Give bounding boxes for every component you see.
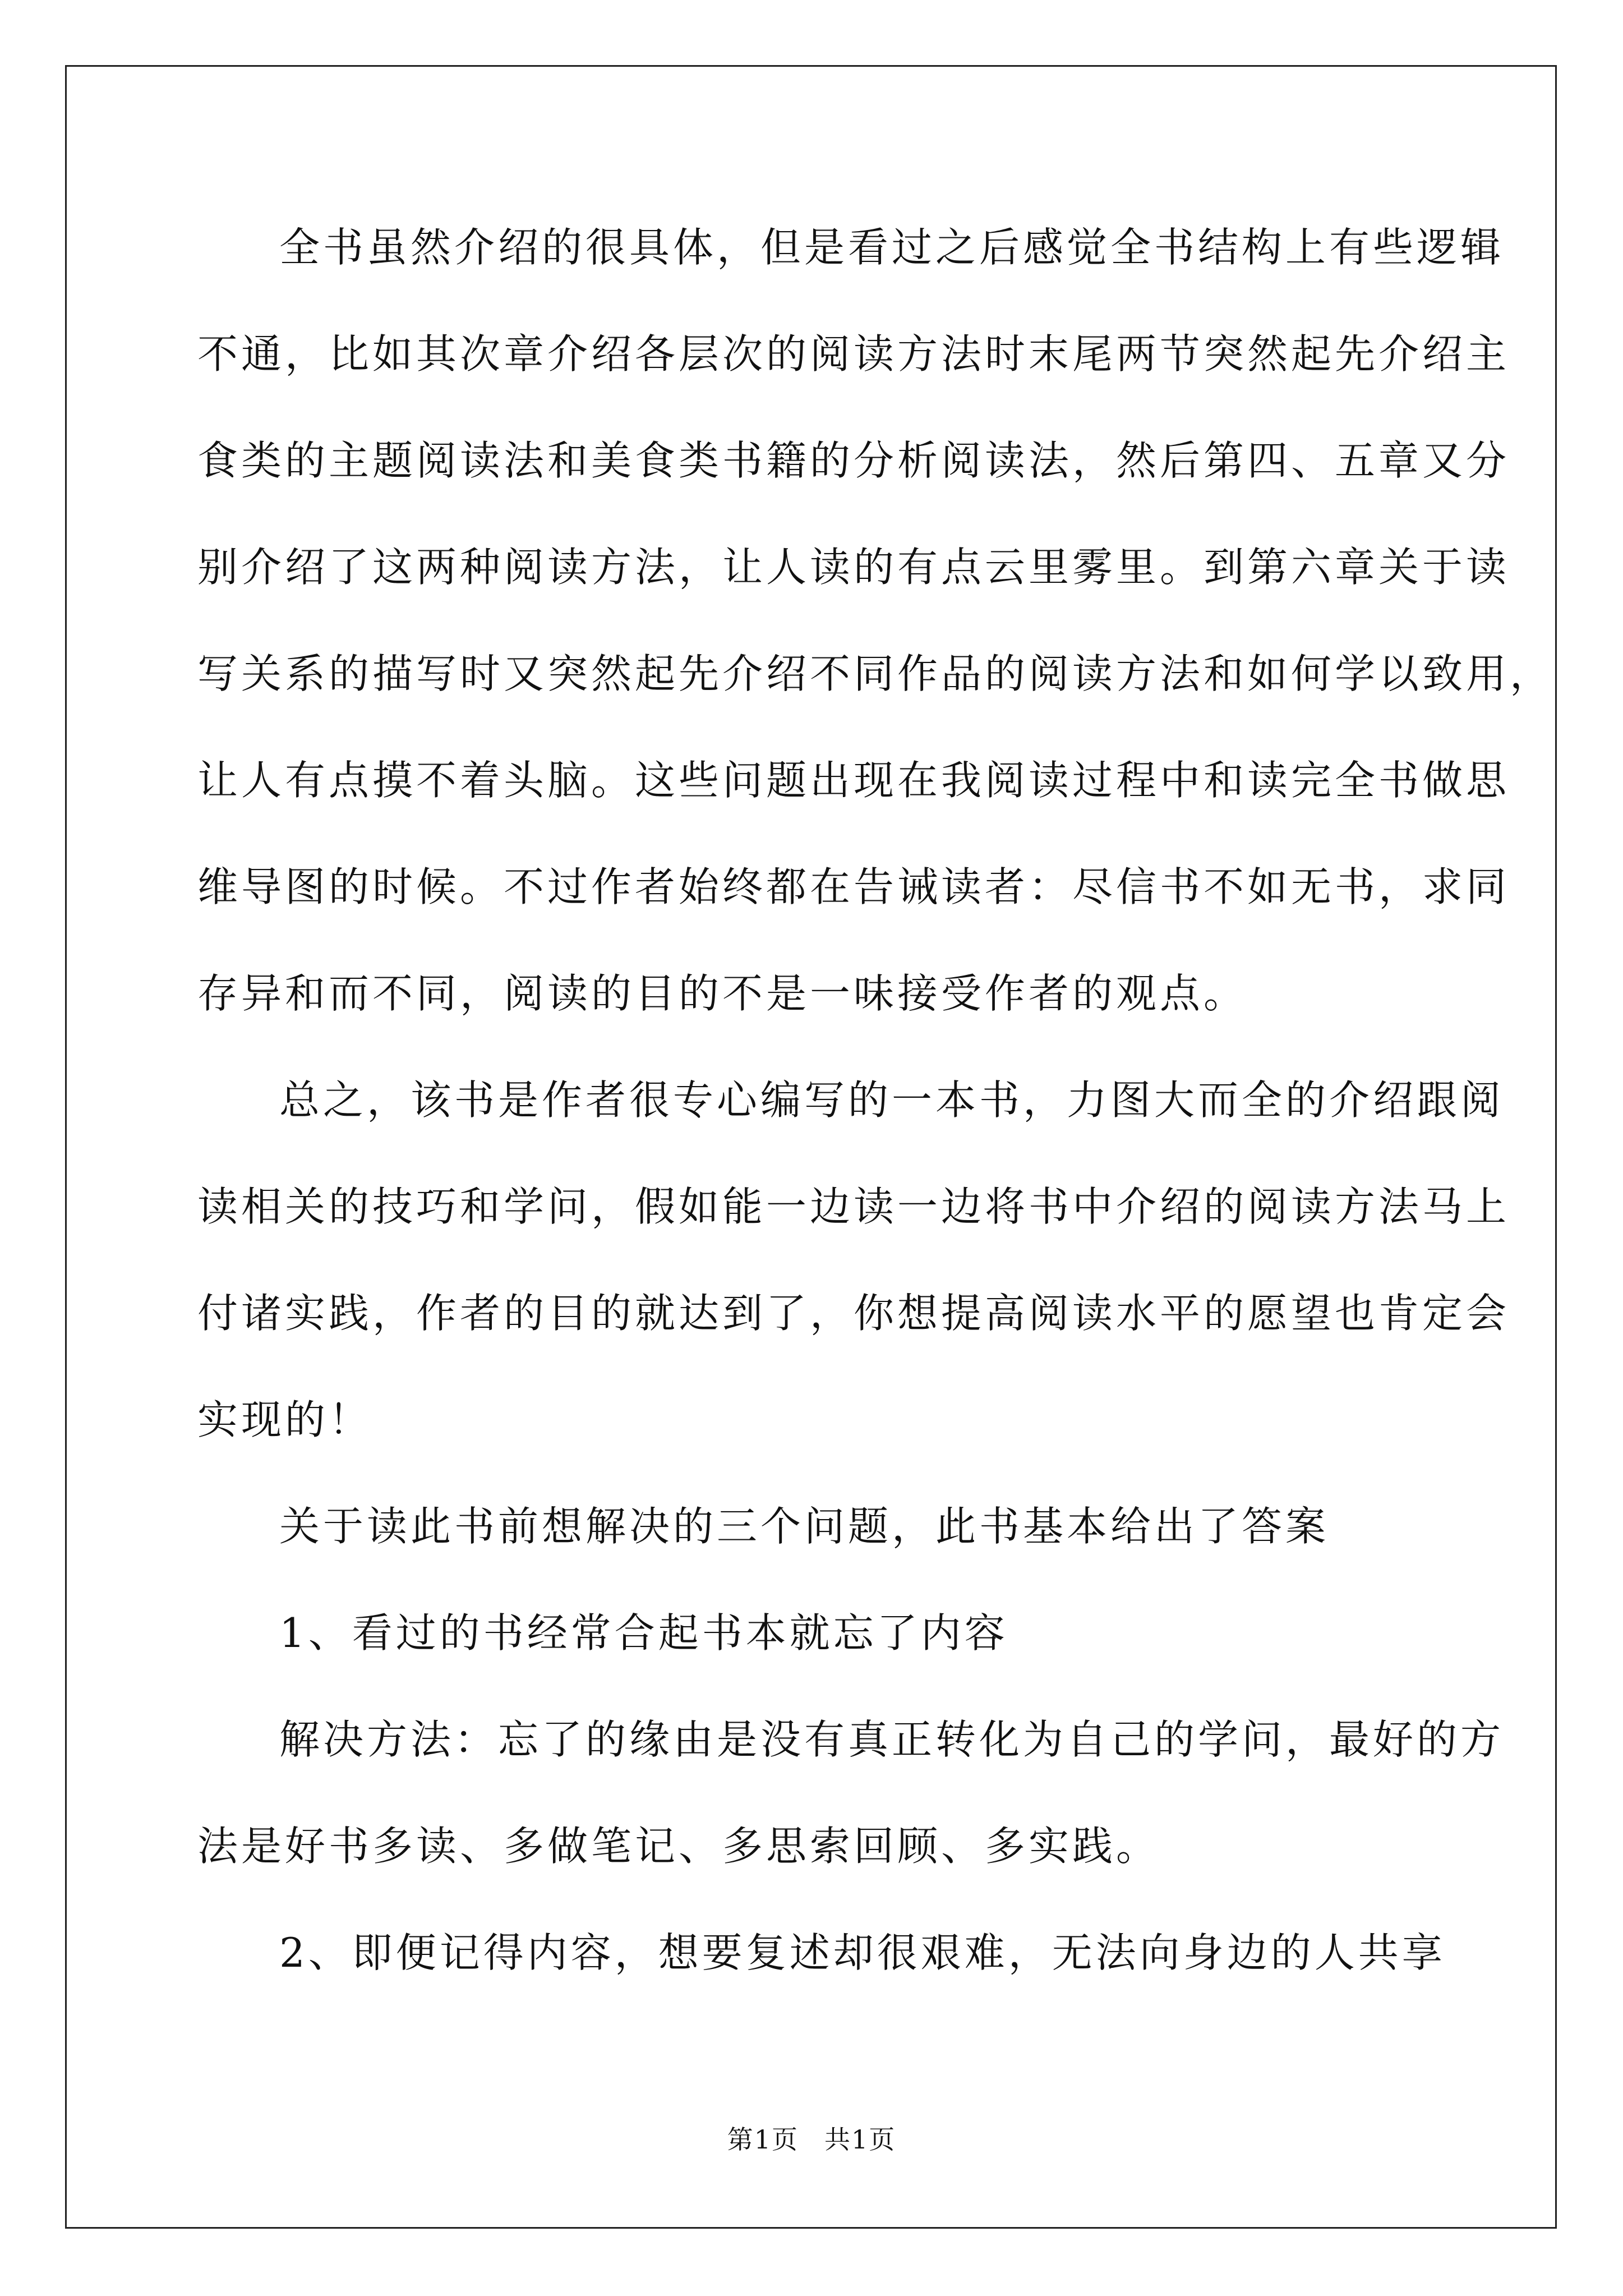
paragraph-line: 实现的！ [197, 1396, 373, 1443]
page-number: 第1页 [727, 2124, 799, 2155]
numbered-question: 1、看过的书经常合起书本就忘了内容 [279, 1609, 1008, 1657]
paragraph-line: 付诸实践，作者的目的就达到了，你想提高阅读水平的愿望也肯定会 [197, 1290, 1510, 1337]
paragraph-line: 维导图的时候。不过作者始终都在告诫读者：尽信书不如无书，求同 [197, 863, 1510, 910]
paragraph-line: 总之，该书是作者很专心编写的一本书，力图大而全的介绍跟阅 [279, 1076, 1505, 1124]
paragraph-line: 别介绍了这两种阅读方法，让人读的有点云里雾里。到第六章关于读 [197, 544, 1510, 591]
paragraph-line: 关于读此书前想解决的三个问题，此书基本给出了答案 [279, 1503, 1330, 1550]
page-footer [0, 2123, 1623, 2156]
paragraph-line: 让人有点摸不着头脑。这些问题出现在我阅读过程中和读完全书做思 [197, 757, 1510, 804]
paragraph-line: 全书虽然介绍的很具体，但是看过之后感觉全书结构上有些逻辑 [279, 224, 1505, 271]
paragraph-line: 不通，比如其次章介绍各层次的阅读方法时末尾两节突然起先介绍主 [197, 330, 1510, 378]
numbered-question: 2、即便记得内容，想要复述却很艰难，无法向身边的人共享 [279, 1929, 1446, 1976]
paragraph-line: 读相关的技巧和学问，假如能一边读一边将书中介绍的阅读方法马上 [197, 1183, 1510, 1230]
paragraph-line: 法是好书多读、多做笔记、多思索回顾、多实践。 [197, 1823, 1160, 1870]
paragraph-line: 食类的主题阅读法和美食类书籍的分析阅读法，然后第四、五章又分 [197, 437, 1510, 484]
paragraph-line: 解决方法：忘了的缘由是没有真正转化为自己的学问，最好的方 [279, 1716, 1505, 1763]
document-body [197, 211, 1554, 2023]
paragraph-line: 写关系的描写时又突然起先介绍不同作品的阅读方法和如何学以致用， [197, 650, 1554, 697]
paragraph-line: 存异和而不同，阅读的目的不是一味接受作者的观点。 [197, 970, 1248, 1017]
page-total: 共1页 [824, 2124, 896, 2155]
